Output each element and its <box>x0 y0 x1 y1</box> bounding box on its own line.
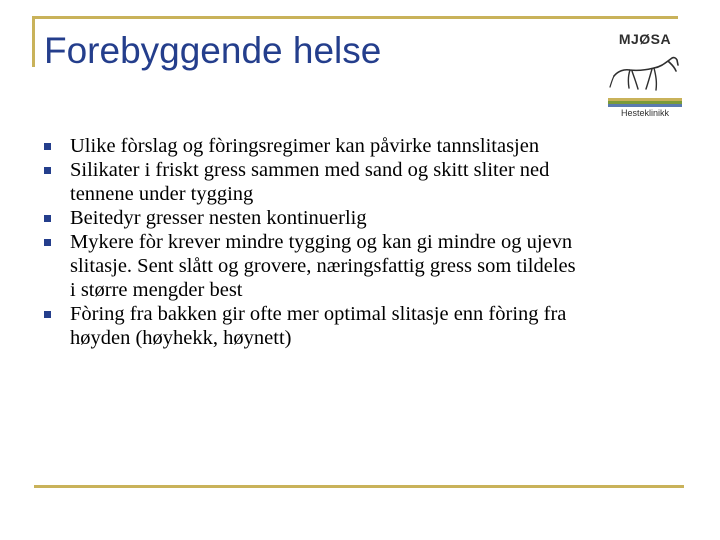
clinic-logo <box>604 30 686 120</box>
frame-top-rule <box>32 16 678 19</box>
bullet-item <box>42 230 582 302</box>
bullet-text: Silikater i friskt gress sammen med sand og skitt sliter ned tennene under tygging <box>70 159 550 205</box>
frame-bottom-rule <box>34 485 684 488</box>
square-bullet-icon <box>44 167 51 174</box>
square-bullet-icon <box>44 143 51 150</box>
bullet-text: Fòring fra bakken gir ofte mer optimal slitasje enn fòring fra høyden (høyhekk, høynett) <box>70 303 567 349</box>
bullet-text: Beitedyr gresser nesten kontinuerlig <box>70 207 367 229</box>
square-bullet-icon <box>44 239 51 246</box>
frame-left-rule <box>32 16 35 67</box>
square-bullet-icon <box>44 311 51 318</box>
bullet-list <box>42 134 582 350</box>
logo-subtitle: Hesteklinikk <box>620 108 669 118</box>
square-bullet-icon <box>44 215 51 222</box>
horse-icon <box>608 52 682 96</box>
bullet-item <box>42 158 582 206</box>
logo-name: MJØSA <box>618 31 672 47</box>
bullet-text: Mykere fòr krever mindre tygging og kan gi mindre og ujevn slitasje. Sent slått og grovere, næringsfattig gress som tildeles i større mengder best <box>70 231 576 301</box>
bullet-item <box>42 302 582 350</box>
bullet-text: Ulike fòrslag og fòringsregimer kan påvirke tannslitasjen <box>70 135 540 157</box>
bullet-item <box>42 134 582 158</box>
logo-stripes <box>608 98 682 107</box>
slide-title: Forebyggende helse <box>44 30 382 71</box>
bullet-item <box>42 206 582 230</box>
